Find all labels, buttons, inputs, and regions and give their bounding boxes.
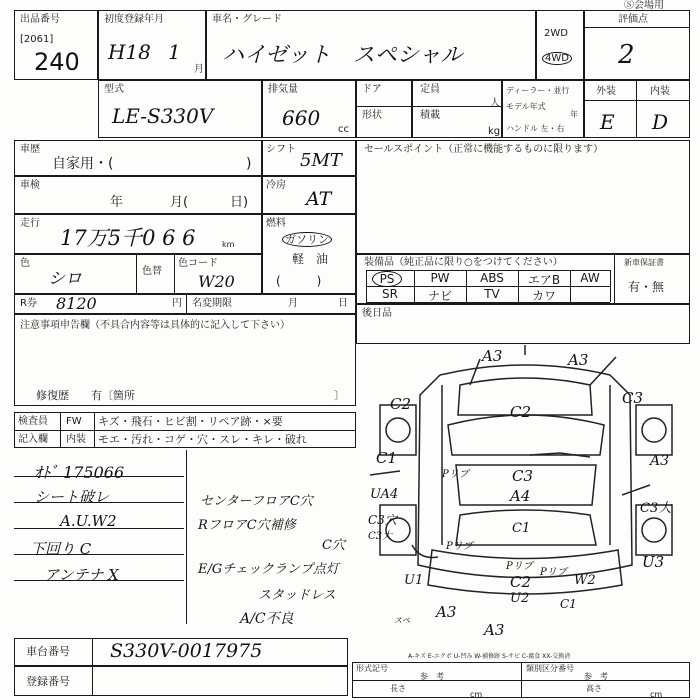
lot-prefix: [2061]	[20, 34, 54, 45]
door-label: ドア	[362, 84, 382, 95]
note-studless: スタッドレス	[258, 588, 336, 603]
equip-navi: ナビ	[427, 289, 452, 303]
interior-score: D	[652, 110, 669, 134]
equipment-label: 装備品（純正品に限り○をつけてください）	[364, 257, 563, 268]
warranty-value: 有・無	[628, 280, 665, 294]
history-value: 自家用・(	[52, 156, 114, 172]
mark-a3-bottom-left: A3	[436, 603, 457, 621]
warranty-label: 新車保証書	[624, 258, 664, 267]
inspection-month: 月(	[170, 195, 189, 210]
length-label: 長さ	[390, 684, 406, 693]
note-c-hole: C穴	[322, 538, 345, 553]
car-name-label: 車名・グレード	[212, 14, 282, 25]
load-unit: kg	[488, 126, 501, 137]
chassis-label: 車台番号	[26, 645, 70, 658]
chassis-value: S330V-0017975	[110, 640, 263, 662]
fuel-label: 燃料	[266, 218, 286, 229]
displacement-unit: cc	[338, 124, 349, 135]
damage-legend: A-キズ E-エクボ U-凹み W-補修跡 S-サビ C-腐食 XX-交換済	[408, 653, 571, 660]
mileage-label: 走行	[20, 218, 40, 229]
drive-4wd: 4WD	[542, 52, 572, 65]
mark-a3-right: A3	[650, 453, 670, 469]
shape-label: 形状	[362, 110, 382, 121]
car-name-value: ハイゼット スペシャル	[222, 43, 463, 68]
equip-aw: AW	[580, 271, 600, 285]
mark-ua4-left: UA4	[370, 487, 399, 502]
equip-airbag: エアB	[527, 273, 561, 287]
mark-a3-top-left: A3	[482, 347, 503, 365]
aircon-value: AT	[306, 188, 332, 210]
color-code-label: 色コード	[178, 258, 218, 269]
note-center-floor: センターフロアC穴	[200, 494, 313, 509]
capacity-unit: 人	[490, 98, 500, 109]
note-r-floor: RフロアC穴補修	[198, 518, 296, 533]
mark-prib-2: Pリブ	[446, 541, 473, 552]
equip-ps: PS	[372, 271, 402, 287]
eval-score: 2	[618, 40, 635, 70]
inspector-fw: FW	[66, 416, 82, 427]
recycle-label: R券	[20, 298, 37, 309]
name-change-day: 日	[338, 298, 348, 309]
inspector-label-2: 記入欄	[18, 434, 48, 445]
lot-number-value: 240	[34, 48, 80, 76]
mark-c3-right: C3	[622, 389, 644, 407]
history-close: )	[246, 156, 252, 172]
mark-a3-top-right: A3	[568, 351, 589, 369]
mark-a3-bottom: A3	[484, 621, 505, 639]
note-ac: A/C不良	[240, 611, 294, 627]
aircon-label: 冷房	[266, 180, 286, 191]
year-unit: 年	[570, 110, 578, 119]
model-label: 型式	[104, 84, 124, 95]
recycle-unit: 円	[172, 298, 182, 309]
load-label: 積載	[420, 110, 440, 121]
note-under: 下回り C	[30, 540, 92, 558]
mark-c1-center: C1	[512, 521, 531, 536]
top-right-partial: Ⓢ会場用	[624, 0, 664, 11]
mark-a4-center: A4	[510, 487, 531, 505]
note-seat: シート破レ	[34, 488, 110, 506]
color-code-value: W20	[198, 272, 235, 291]
mark-prib-3: Pリブ	[506, 561, 533, 572]
exterior-label: 外装	[596, 86, 616, 97]
ref-label-1: 参 考	[420, 672, 444, 681]
inspector-line-1: キズ・飛石・ヒビ割・リペア跡・×要	[98, 415, 283, 428]
name-change-label: 名変期限	[192, 298, 232, 309]
mileage-value: 17万5千0 6 6	[60, 226, 196, 250]
mark-u2: U2	[510, 591, 530, 606]
interior-label: 内装	[650, 86, 670, 97]
mark-spare: スペ	[394, 616, 410, 625]
mark-u1: U1	[404, 573, 424, 588]
name-change-month: 月	[288, 298, 298, 309]
caution-label: 注意事項申告欄（不具合内容等は具体的に記入して下さい）	[20, 320, 290, 331]
inspection-label: 車検	[20, 180, 40, 191]
history-label: 車歴	[20, 144, 40, 155]
equip-abs: ABS	[480, 271, 504, 285]
equip-leather: カワ	[531, 289, 556, 303]
displacement-label: 排気量	[268, 84, 298, 95]
mark-w2: W2	[574, 573, 596, 588]
rear-items-label: 後日品	[362, 308, 392, 319]
inspection-day: 日)	[230, 195, 249, 210]
ref-label-2: 参 考	[584, 672, 608, 681]
dealer-label: ディーラー・並行	[506, 86, 570, 95]
equip-tv: TV	[484, 287, 500, 301]
color-value: シロ	[48, 269, 82, 289]
vehicle-damage-diagram	[360, 345, 695, 639]
mark-c2-left: C2	[390, 395, 412, 413]
fuel-paren: ( )	[276, 274, 322, 288]
first-registration-label: 初度登録年月	[104, 14, 164, 25]
model-value: LE-S330V	[112, 104, 214, 128]
note-engine-lamp: E/Gチェックランプ点灯	[198, 562, 339, 577]
inspection-cell	[14, 176, 262, 214]
capacity-label: 定員	[420, 84, 440, 95]
recycle-value: 8120	[56, 294, 97, 313]
sales-point-label: セールスポイント（正常に機能するものに限ります）	[364, 144, 604, 155]
note-antenna: アンテナ X	[44, 566, 119, 584]
drive-cell	[536, 10, 584, 80]
repair-label: 修復歴 有〔箇所	[36, 389, 135, 402]
height-label: 高さ	[586, 684, 602, 693]
length-unit: cm	[470, 690, 483, 699]
model-year-label: モデル年式	[506, 102, 546, 111]
inspector-line-2: モエ・汚れ・コゲ・穴・スレ・キレ・破れ	[98, 433, 307, 446]
equip-pw: PW	[430, 271, 450, 285]
shift-label: シフト	[266, 144, 296, 155]
mark-c3-big-right: C3大	[640, 501, 672, 516]
equip-sr: SR	[382, 287, 398, 301]
first-registration-month: 1	[168, 40, 181, 64]
color-label: 色	[20, 258, 30, 269]
lot-number-label: 出品番号	[20, 14, 60, 25]
inspection-year: 年	[110, 195, 124, 210]
eval-label: 評価点	[618, 14, 648, 25]
note-odo: ｵﾄﾞ 175066	[34, 463, 125, 482]
color-change-label: 色替	[142, 266, 162, 277]
mark-u3: U3	[642, 553, 665, 571]
note-auw2: A.U.W2	[60, 512, 117, 530]
mark-c3-large: C3大	[368, 531, 393, 542]
height-unit: cm	[650, 690, 663, 699]
inspector-interior: 内装	[66, 434, 86, 445]
mileage-unit: km	[222, 240, 235, 249]
drive-2wd: 2WD	[544, 28, 568, 39]
mark-prib-4: Pリブ	[540, 567, 567, 578]
registration-label: 登録番号	[26, 675, 70, 688]
mark-c2-bottom: C2	[510, 573, 532, 591]
mark-c3-center: C3	[512, 467, 534, 485]
mark-prib-1: Pリブ	[442, 469, 469, 480]
shape-code-label: 形式記号	[356, 664, 388, 673]
displacement-value: 660	[282, 106, 321, 130]
shift-value: 5MT	[300, 150, 342, 171]
sales-point-cell	[356, 140, 690, 254]
mark-c1-bottom-right: C1	[560, 597, 577, 611]
fuel-gasoline: ガソリン	[282, 232, 332, 247]
first-registration-era: H18	[108, 40, 151, 64]
mark-c3-hole: C3穴	[368, 513, 397, 527]
handle-label: ハンドル 左・右	[506, 124, 565, 133]
exterior-score: E	[600, 110, 615, 134]
inspector-label-1: 検査員	[18, 416, 48, 427]
month-unit: 月	[194, 64, 204, 75]
mark-c1-left: C1	[376, 449, 398, 467]
mark-c2-center: C2	[510, 403, 532, 421]
class-code-label: 類別区分番号	[526, 664, 574, 673]
rear-items-cell	[356, 304, 690, 344]
fuel-diesel: 軽 油	[292, 252, 329, 266]
repair-close: 〕	[334, 389, 345, 402]
